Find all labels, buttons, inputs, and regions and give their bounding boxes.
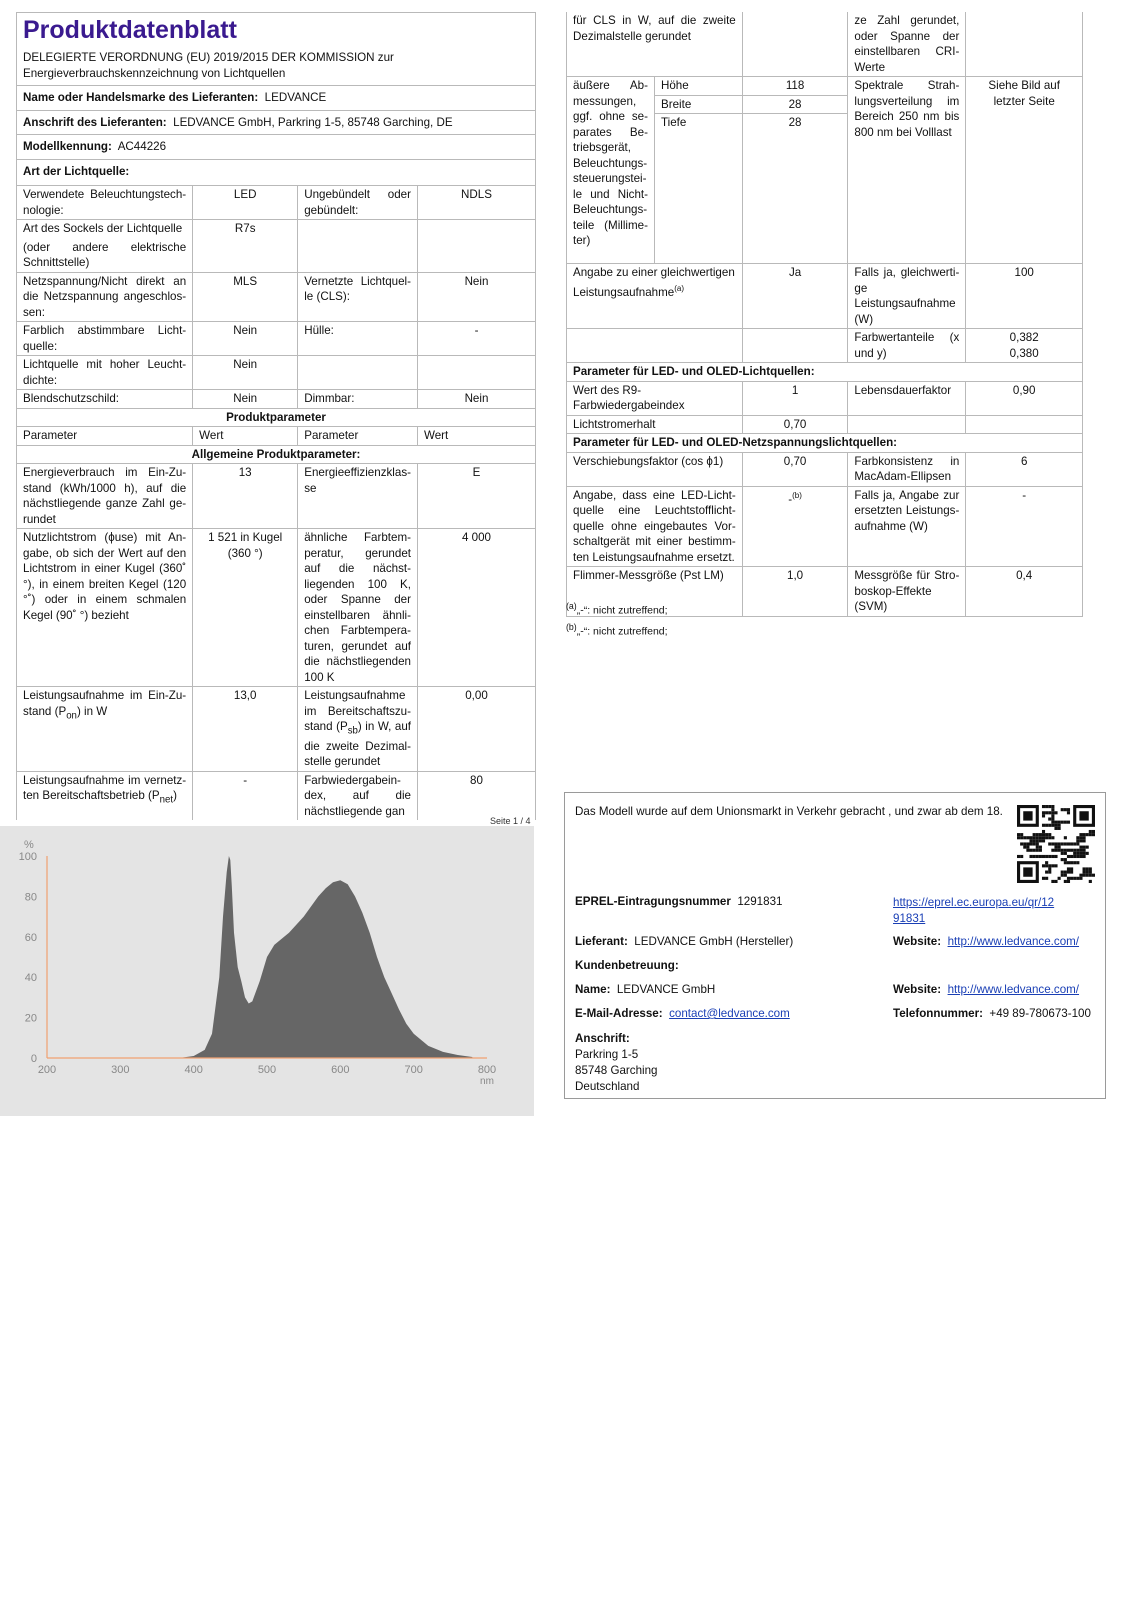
cell: Siehe Bild auf letzter Seite	[966, 77, 1083, 264]
cell: LED	[193, 186, 298, 220]
cell: Lebensdauerfaktor	[848, 381, 966, 415]
spectrum-svg	[0, 826, 534, 1116]
page-title: Produktdatenblatt	[23, 16, 237, 44]
cell: 4 000	[418, 529, 536, 687]
cell: 0,00	[418, 687, 536, 772]
email-row: E-Mail-Adresse: contact@ledvance.com	[575, 1007, 790, 1020]
cell: Angabe, dass eine LED-Lichtquelle eine Leuchtstofflichtquelle ohne eingebautes Vorschaltgerät mit einer bestimmten Leistungsaufnahme ersetzt.	[567, 486, 743, 567]
eprel-link[interactable]: https://eprel.ec.europa.eu/qr/12 91831	[893, 896, 1055, 925]
cell: 80	[418, 771, 536, 820]
website2-link[interactable]: http://www.ledvance.com/	[947, 983, 1080, 996]
cell: ze Zahl gerundet, oder Spanne der einstellbaren CRI-Werte	[848, 12, 966, 77]
cell: 0,70	[742, 415, 848, 434]
cell: Tiefe	[654, 114, 742, 264]
x-tick-label: 600	[331, 1064, 350, 1076]
cell: MLS	[193, 272, 298, 322]
product-datasheet-left-table	[16, 12, 536, 820]
cell: 28	[742, 114, 848, 264]
cell: Lichtstromerhalt	[567, 415, 743, 434]
y-tick-label: 20	[24, 1012, 37, 1025]
cell: Nein	[193, 390, 298, 409]
website-row: Website: http://www.ledvance.com/	[893, 935, 1080, 948]
cell: Farbwertanteile (x und y)	[848, 329, 966, 363]
cell	[742, 12, 848, 77]
x-axis-label: nm	[480, 1076, 494, 1087]
email-link[interactable]: contact@ledvance.com	[669, 1007, 790, 1020]
supplier-row: Lieferant: LEDVANCE GmbH (Hersteller)	[575, 935, 794, 948]
qr-code-icon[interactable]	[1017, 805, 1095, 883]
cell: -	[966, 486, 1083, 567]
cell	[742, 329, 848, 363]
cell: für CLS in W, auf die zweite Dezimalstelle gerundet	[567, 12, 743, 77]
name-row: Name: LEDVANCE GmbH	[575, 983, 716, 996]
cell: Flimmer-Messgröße (Pst LM)	[567, 567, 743, 617]
eprel-number: EPREL-Eintragungsnummer 1291831	[575, 895, 783, 908]
cell: NDLS	[418, 186, 536, 220]
cell: 28	[742, 95, 848, 114]
cell: 1,0	[742, 567, 848, 617]
column-header: Parameter	[298, 427, 418, 446]
cell	[966, 12, 1083, 77]
cell: -	[193, 771, 298, 820]
cell: -$^{(b)}$	[742, 486, 848, 567]
cell: Leistungsaufnahme im vernetzten Bereitschaftsbetrieb $(P_{net})$	[17, 771, 193, 820]
cell	[418, 356, 536, 390]
cell: Verschiebungsfaktor (cos ϕ1)	[567, 452, 743, 486]
cell: 6	[966, 452, 1083, 486]
cell: Nein	[193, 356, 298, 390]
column-header: Parameter	[17, 427, 193, 446]
model-row: Modellkennung: AC44226	[17, 135, 536, 160]
cell: Nein	[418, 272, 536, 322]
light-source-type-heading: Art der Lichtquelle:	[17, 159, 536, 186]
cell: Energieverbrauch im Ein-Zustand (kWh/1000 h), auf die nächstliegende ganze Zahl gerundet	[17, 464, 193, 529]
column-header: Wert	[193, 427, 298, 446]
cell	[418, 220, 536, 273]
product-datasheet-right-table	[566, 12, 1083, 617]
cell	[848, 415, 966, 434]
eprel-info-box	[564, 792, 1106, 1099]
cell: Nein	[193, 322, 298, 356]
cell: Höhe	[654, 77, 742, 96]
cell: Art des Sockels der Lichtquelle (oder andere elektrische Schnittstelle)	[17, 220, 193, 273]
customer-service-heading: Kundenbetreuung:	[575, 959, 679, 972]
x-tick-label: 500	[257, 1064, 277, 1076]
general-params-heading: Allgemeine Produktparameter:	[17, 445, 536, 464]
cell: Dimmbar:	[298, 390, 418, 409]
spectrum-area	[179, 856, 472, 1058]
cell: 13	[193, 464, 298, 529]
cell: Falls ja, gleichwertige Leistungsaufnahme (W)	[848, 264, 966, 329]
y-tick-label: 60	[24, 931, 37, 944]
cell: 0,90	[966, 381, 1083, 415]
cell: 118	[742, 77, 848, 96]
cell: Farbwiedergabeindex, auf die nächstliegende gan	[298, 771, 418, 820]
footnotes	[566, 598, 668, 639]
cell: äußere Abmessungen, ggf. ohne separates Betriebsgerät, Beleuchtungssteuerungsteile und Nicht-Beleuchtungsteile (Millimeter)	[567, 77, 655, 264]
cell: E	[418, 464, 536, 529]
cell: Lichtquelle mit hoher Leuchtdichte:	[17, 356, 193, 390]
cell: Leistungsaufnahme im Ein-Zustand $(P_{on})$ in W	[17, 687, 193, 772]
market-text: Das Modell wurde auf dem Unionsmarkt in Verkehr gebracht , und zwar ab dem 18.	[575, 805, 1003, 818]
cell: Netzspannung/Nicht direkt an die Netzspannung angeschlossen:	[17, 272, 193, 322]
footnote-b: $^{(b)}$„-“: nicht zutreffend;	[566, 621, 668, 637]
cell: Falls ja, Angabe zur ersetzten Leistungsaufnahme (W)	[848, 486, 966, 567]
cell: Farblich abstimmbare Lichtquelle:	[17, 322, 193, 356]
cell: Energieeffizienzklasse	[298, 464, 418, 529]
cell: Leistungsaufnahme im Bereitschaftszustand $(P_{sb})$ in W, auf die zweite Dezimalstelle gerundet	[298, 687, 418, 772]
cell: Farbkonsistenz in MacAdam-Ellipsen	[848, 452, 966, 486]
y-axis-label: %	[24, 839, 34, 851]
spectrum-chart	[0, 826, 534, 1116]
cell: 1 521 in Kugel (360 °)	[193, 529, 298, 687]
phone-row: Telefonnummer: +49 89-780673-100	[893, 1007, 1091, 1020]
regulation-text: DELEGIERTE VERORDNUNG (EU) 2019/2015 DER KOMMISSION zur Energieverbrauchskennzeichnung von Lichtquellen	[23, 51, 394, 80]
cell: 100	[966, 264, 1083, 329]
cell: Wert des R9-Farbwiedergabeindex	[567, 381, 743, 415]
y-tick-label: 40	[24, 972, 37, 985]
cell	[298, 220, 418, 273]
cell: 1	[742, 381, 848, 415]
x-tick-label: 800	[477, 1064, 497, 1076]
led-params-heading: Parameter für LED- und OLED-Lichtquellen:	[567, 363, 1083, 382]
x-tick-label: 700	[404, 1064, 423, 1076]
cell: -	[418, 322, 536, 356]
cell: 0,4	[966, 567, 1083, 617]
x-tick-label: 300	[111, 1064, 130, 1076]
address-block: Anschrift: Parkring 1-5 85748 Garching Deutschland	[575, 1032, 658, 1093]
column-header: Wert	[418, 427, 536, 446]
supplier-name-row: Name oder Handelsmarke des Lieferanten: LEDVANCE	[17, 86, 536, 111]
cell: 0,382 0,380	[966, 329, 1083, 363]
cell: Spektrale Strahlungsverteilung im Bereich 250 nm bis 800 nm bei Volllast	[848, 77, 966, 264]
cell: Breite	[654, 95, 742, 114]
footnote-a: $^{(a)}$„-“: nicht zutreffend;	[566, 601, 668, 617]
cell: Ungebündelt oder gebündelt:	[298, 186, 418, 220]
supplier-address-row: Anschrift des Lieferanten: LEDVANCE GmbH, Parkring 1-5, 85748 Garching, DE	[17, 110, 536, 135]
y-tick-label: 80	[24, 891, 37, 904]
x-tick-label: 200	[37, 1064, 57, 1076]
cell	[966, 415, 1083, 434]
cell: Vernetzte Lichtquelle (CLS):	[298, 272, 418, 322]
page-number: Seite 1 / 4	[490, 816, 531, 826]
x-tick-label: 400	[184, 1064, 203, 1076]
website-link[interactable]: http://www.ledvance.com/	[947, 935, 1080, 948]
cell	[567, 329, 743, 363]
mains-params-heading: Parameter für LED- und OLED-Netzspannungslichtquellen:	[567, 434, 1083, 453]
cell: 13,0	[193, 687, 298, 772]
cell: Messgröße für Stroboskop-Effekte (SVM)	[848, 567, 966, 617]
cell: Blendschutzschild:	[17, 390, 193, 409]
cell: 0,70	[742, 452, 848, 486]
cell: Angabe zu einer gleichwertigen Leistungsaufnahme$^{(a)}$	[567, 264, 743, 329]
cell: Nein	[418, 390, 536, 409]
cell: Ja	[742, 264, 848, 329]
y-tick-label: 0	[30, 1053, 37, 1065]
cell: ähnliche Farbtemperatur, gerundet auf die nächstliegenden 100 K, oder Spanne der einstellbaren ähnlichen Farbtemperaturen, gerundet auf die nächstliegenden 100 K	[298, 529, 418, 687]
product-params-heading: Produktparameter	[17, 408, 536, 427]
cell: Nutzlichtstrom (ϕuse) mit Angabe, ob sich der Wert auf den Lichtstrom in einer Kugel (360˚ °), in einem breiten Kegel (120 °˚) oder in einem schmalen Kegel (90˚ °) bezieht	[17, 529, 193, 687]
website2-row: Website: http://www.ledvance.com/	[893, 983, 1080, 996]
y-tick-label: 100	[18, 851, 37, 863]
cell: Hülle:	[298, 322, 418, 356]
cell: Verwendete Beleuchtungstechnologie:	[17, 186, 193, 220]
cell	[298, 356, 418, 390]
cell: R7s	[193, 220, 298, 273]
